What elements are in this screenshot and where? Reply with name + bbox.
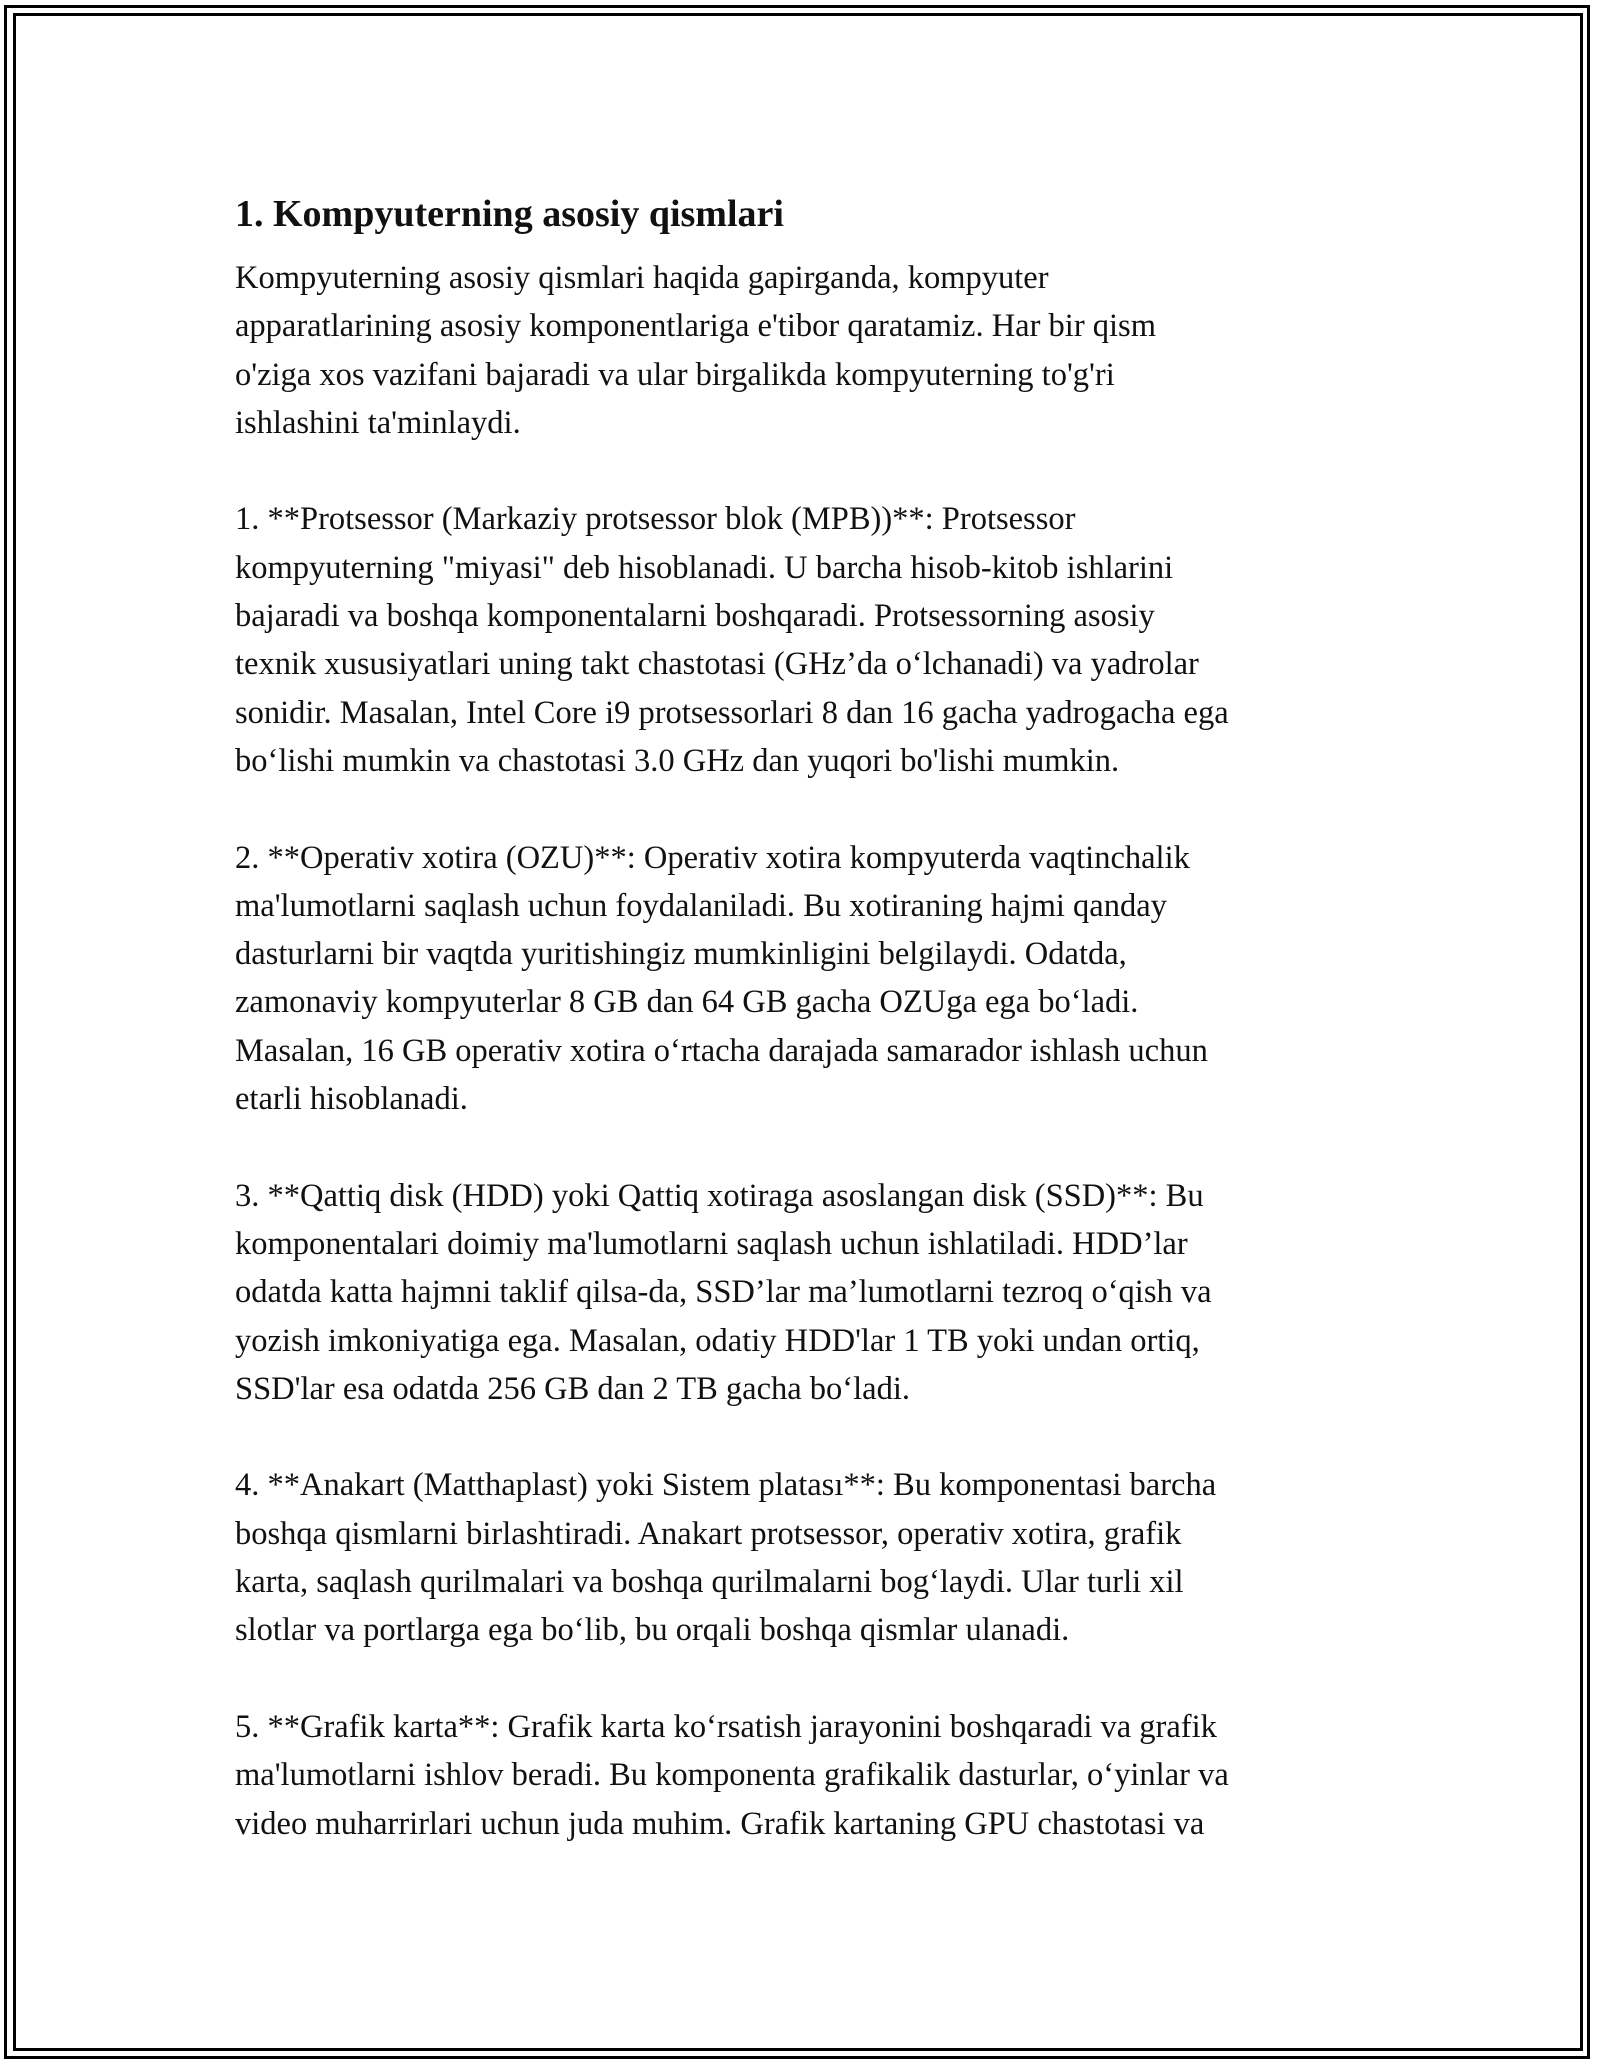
text-line: zamonaviy kompyuterlar 8 GB dan 64 GB gacha OZUga ega bo‘ladi. [235, 984, 1139, 1021]
processor-paragraph [235, 495, 1375, 785]
text-line: video muharrirlari uchun juda muhim. Grafik kartaning GPU chastotasi va [235, 1805, 1205, 1842]
text-line: bajaradi va boshqa komponentalarni boshqaradi. Protsessorning asosiy [235, 598, 1155, 635]
text-line: Kompyuterning asosiy qismlari haqida gapirganda, kompyuter [235, 260, 1049, 296]
text-line: kompyuterning "miyasi" deb hisoblanadi. U barcha hisob-kitob ishlarini [235, 549, 1174, 586]
text-line: texnik xususiyatlari uning takt chastotasi (GHz’da o‘lchanadi) va yadrolar [235, 646, 1199, 683]
text-line: 5. **Grafik karta**: Grafik karta ko‘rsatish jarayonini boshqaradi va grafik [235, 1708, 1217, 1745]
text-line: slotlar va portlarga ega bo‘lib, bu orqali boshqa qismlar ulanadi. [235, 1612, 1070, 1649]
text-line: komponentalari doimiy ma'lumotlarni saqlash uchun ishlatiladi. HDD’lar [235, 1225, 1188, 1262]
text-line: odatda katta hajmni taklif qilsa-da, SSD’lar ma’lumotlarni tezroq o‘qish va [235, 1274, 1212, 1311]
intro-paragraph [235, 254, 1375, 447]
text-line: 1. **Protsessor (Markaziy protsessor blok (MPB))**: Protsessor [235, 501, 1076, 538]
text-line: o'ziga xos vazifani bajaradi va ular birgalikda kompyuterning to'g'ri [235, 356, 1115, 393]
text-line: 4. **Anakart (Matthaplast) yoki Sistem platası**: Bu komponentasi barcha [235, 1467, 1217, 1504]
text-line: Masalan, 16 GB operativ xotira o‘rtacha darajada samarador ishlash uchun [235, 1032, 1208, 1069]
ram-paragraph [235, 834, 1375, 1124]
text-line: sonidir. Masalan, Intel Core i9 protsessorlari 8 dan 16 gacha yadrogacha ega [235, 694, 1229, 731]
text-line: ma'lumotlarni saqlash uchun foydalaniladi. Bu xotiraning hajmi qanday [235, 887, 1167, 924]
section-heading: 1. Kompyuterning asosiy qismlari [235, 193, 784, 235]
text-line: SSD'lar esa odatda 256 GB dan 2 TB gacha bo‘ladi. [235, 1370, 910, 1407]
text-line: karta, saqlash qurilmalari va boshqa qurilmalarni bog‘laydi. Ular turli xil [235, 1564, 1184, 1601]
storage-paragraph [235, 1172, 1375, 1413]
motherboard-paragraph [235, 1461, 1375, 1654]
text-line: apparatlarining asosiy komponentlariga e'tibor qaratamiz. Har bir qism [235, 308, 1156, 345]
text-line: 3. **Qattiq disk (HDD) yoki Qattiq xotiraga asoslangan disk (SSD)**: Bu [235, 1177, 1204, 1214]
text-line: yozish imkoniyatiga ega. Masalan, odatiy HDD'lar 1 TB yoki undan ortiq, [235, 1322, 1200, 1359]
text-line: ishlashini ta'minlaydi. [235, 404, 521, 441]
text-line: bo‘lishi mumkin va chastotasi 3.0 GHz dan yuqori bo'lishi mumkin. [235, 742, 1120, 779]
text-line: etarli hisoblanadi. [235, 1081, 468, 1118]
text-line: 2. **Operativ xotira (OZU)**: Operativ xotira kompyuterda vaqtinchalik [235, 839, 1190, 876]
document-body [235, 186, 1375, 1896]
gpu-paragraph [235, 1703, 1375, 1848]
text-line: boshqa qismlarni birlashtiradi. Anakart protsessor, operativ xotira, grafik [235, 1515, 1182, 1552]
text-line: ma'lumotlarni ishlov beradi. Bu komponenta grafikalik dasturlar, o‘yinlar va [235, 1757, 1229, 1794]
text-line: dasturlarni bir vaqtda yuritishingiz mumkinligini belgilaydi. Odatda, [235, 936, 1127, 973]
